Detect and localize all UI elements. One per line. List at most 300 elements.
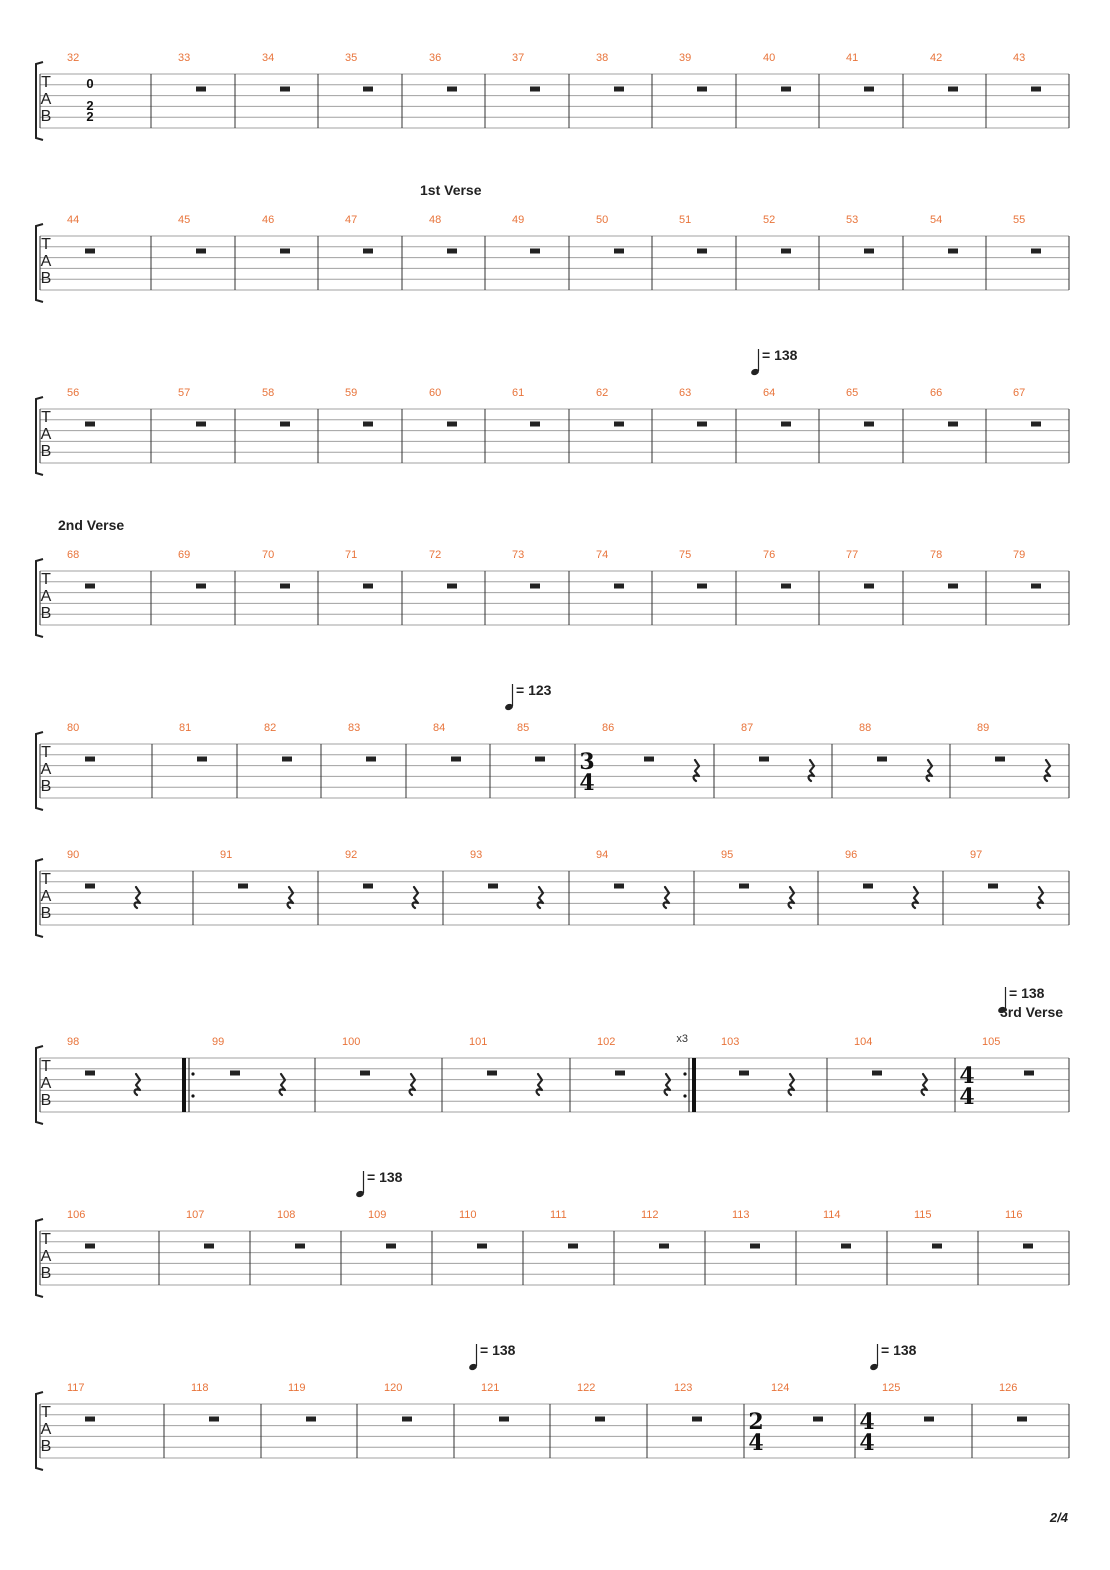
measure-number: 103 — [721, 1036, 740, 1048]
measure — [433, 722, 461, 762]
measure — [823, 1209, 851, 1249]
measure-number: 85 — [517, 722, 530, 734]
measure — [930, 214, 958, 254]
measure-number: 94 — [596, 849, 609, 861]
half-rest — [781, 584, 791, 589]
fret-number: 2 — [86, 109, 94, 124]
measure — [429, 52, 457, 92]
measure-number: 117 — [67, 1382, 85, 1394]
measure — [597, 1033, 696, 1112]
half-rest — [697, 87, 707, 92]
measure-number: 123 — [674, 1382, 693, 1394]
measure — [596, 387, 624, 427]
tab-clef-letter: A — [40, 1248, 52, 1265]
repeat-dot — [683, 1094, 686, 1097]
quarter-rest — [1038, 887, 1043, 908]
measure — [845, 849, 918, 908]
half-rest — [363, 249, 373, 254]
half-rest — [697, 422, 707, 427]
measure — [512, 214, 540, 254]
half-rest — [230, 1071, 240, 1076]
section-label: 1st Verse — [420, 182, 482, 198]
half-rest — [366, 757, 376, 762]
measure-number: 56 — [67, 387, 80, 399]
tempo-marking: = 138 — [367, 1169, 403, 1185]
measure-number: 76 — [763, 549, 776, 561]
tab-clef-letter: T — [41, 74, 51, 91]
time-signature-top: 4 — [859, 1409, 875, 1435]
half-rest — [644, 757, 654, 762]
half-rest — [209, 1417, 219, 1422]
half-rest — [499, 1417, 509, 1422]
half-rest — [488, 884, 498, 889]
measure — [191, 1382, 219, 1422]
half-rest — [615, 1071, 625, 1076]
measure-number: 42 — [930, 52, 943, 64]
tab-clef-letter: T — [41, 871, 51, 888]
measure-number: 116 — [1005, 1209, 1023, 1221]
measure-number: 101 — [469, 1036, 488, 1048]
half-rest — [386, 1244, 396, 1249]
time-signature-top: 4 — [959, 1063, 975, 1089]
measure-number: 86 — [602, 722, 615, 734]
half-rest — [306, 1417, 316, 1422]
tab-clef-letter: B — [40, 1438, 52, 1455]
measure-number: 82 — [264, 722, 277, 734]
measure — [977, 722, 1050, 781]
measure — [846, 549, 874, 589]
time-signature-bottom: 4 — [859, 1430, 875, 1456]
measure — [429, 387, 457, 427]
half-rest — [750, 1244, 760, 1249]
measure — [999, 1382, 1027, 1422]
half-rest — [238, 884, 248, 889]
tab-system — [36, 347, 1069, 475]
measure — [262, 52, 290, 92]
measure-number: 51 — [679, 214, 692, 226]
repeat-count: x3 — [676, 1033, 688, 1045]
measure-number: 67 — [1013, 387, 1026, 399]
measure — [674, 1382, 702, 1422]
quarter-rest — [288, 887, 293, 908]
measure — [854, 1036, 927, 1095]
half-rest — [948, 422, 958, 427]
measure-number: 68 — [67, 549, 80, 561]
measure-number: 112 — [641, 1209, 659, 1221]
half-rest — [759, 757, 769, 762]
measure — [741, 722, 814, 781]
half-rest — [863, 884, 873, 889]
measure-number: 107 — [186, 1209, 205, 1221]
measure — [550, 1209, 578, 1249]
tab-clef-letter: B — [40, 1265, 52, 1282]
measure-number: 104 — [854, 1036, 873, 1048]
measure — [512, 549, 540, 589]
half-rest — [204, 1244, 214, 1249]
measure — [846, 214, 874, 254]
measure — [179, 722, 207, 762]
measure-number: 95 — [721, 849, 734, 861]
measure-number: 70 — [262, 549, 275, 561]
measure — [679, 214, 707, 254]
half-rest — [739, 1071, 749, 1076]
half-rest — [402, 1417, 412, 1422]
measure-number: 44 — [67, 214, 80, 226]
half-rest — [280, 87, 290, 92]
half-rest — [864, 249, 874, 254]
tab-system — [36, 985, 1069, 1124]
half-rest — [85, 422, 95, 427]
measure — [763, 214, 791, 254]
measure — [345, 214, 373, 254]
measure — [914, 1209, 942, 1249]
measure — [264, 722, 292, 762]
measure — [481, 1382, 509, 1422]
quarter-rest — [665, 1074, 670, 1095]
measure — [67, 52, 94, 124]
measure-number: 89 — [977, 722, 990, 734]
tab-clef-letter: B — [40, 778, 52, 795]
half-rest — [697, 584, 707, 589]
half-rest — [739, 884, 749, 889]
measure-number: 59 — [345, 387, 358, 399]
tab-system — [36, 517, 1069, 637]
half-rest — [447, 584, 457, 589]
measure — [732, 1209, 760, 1249]
repeat-dot — [191, 1072, 194, 1075]
tab-clef-letter: B — [40, 1092, 52, 1109]
measure — [579, 722, 699, 796]
measure-number: 125 — [882, 1382, 901, 1394]
half-rest — [196, 422, 206, 427]
half-rest — [487, 1071, 497, 1076]
measure-number: 66 — [930, 387, 943, 399]
measure-number: 114 — [823, 1209, 841, 1221]
measure — [67, 722, 95, 762]
tab-clef-letter: T — [41, 1058, 51, 1075]
measure-number: 113 — [732, 1209, 750, 1221]
measure — [345, 52, 373, 92]
measure — [930, 549, 958, 589]
measure-number: 97 — [970, 849, 983, 861]
tempo-marking: = 123 — [516, 682, 552, 698]
half-rest — [988, 884, 998, 889]
measure-number: 46 — [262, 214, 275, 226]
half-rest — [197, 757, 207, 762]
fret-number: 2 — [86, 98, 94, 113]
measure — [679, 387, 707, 427]
measure — [1013, 214, 1041, 254]
measure — [970, 849, 1043, 908]
quarter-rest — [789, 1074, 794, 1095]
measure-number: 120 — [384, 1382, 403, 1394]
measure-number: 124 — [771, 1382, 790, 1394]
measure-number: 93 — [470, 849, 483, 861]
half-rest — [196, 584, 206, 589]
measure-number: 81 — [179, 722, 192, 734]
tab-clef-letter: B — [40, 443, 52, 460]
measure-number: 106 — [67, 1209, 86, 1221]
tab-clef-letter: A — [40, 888, 52, 905]
tab-clef-letter: A — [40, 1075, 52, 1092]
repeat-dot — [683, 1072, 686, 1075]
measure — [721, 849, 794, 908]
measure-number: 126 — [999, 1382, 1018, 1394]
measure — [1013, 549, 1041, 589]
measure — [512, 52, 540, 92]
half-rest — [568, 1244, 578, 1249]
measure-number: 77 — [846, 549, 859, 561]
measure-number: 71 — [345, 549, 358, 561]
measure — [186, 1209, 214, 1249]
measure-number: 58 — [262, 387, 275, 399]
measure — [288, 1382, 316, 1422]
tab-clef-letter: A — [40, 588, 52, 605]
measure — [1013, 387, 1041, 427]
measure-number: 45 — [178, 214, 191, 226]
quarter-rest — [922, 1074, 927, 1095]
measure-number: 54 — [930, 214, 943, 226]
fret-number: 0 — [86, 76, 94, 91]
tab-system — [36, 1342, 1069, 1470]
measure-number: 41 — [846, 52, 859, 64]
half-rest — [85, 884, 95, 889]
half-rest — [363, 884, 373, 889]
half-rest — [697, 249, 707, 254]
time-signature-top: 2 — [748, 1409, 764, 1435]
half-rest — [282, 757, 292, 762]
measure — [384, 1382, 412, 1422]
measure-number: 96 — [845, 849, 858, 861]
tab-system — [36, 182, 1069, 302]
measure-number: 72 — [429, 549, 442, 561]
quarter-rest — [135, 1074, 140, 1095]
measure-number: 75 — [679, 549, 692, 561]
half-rest — [614, 249, 624, 254]
measure — [577, 1382, 605, 1422]
measure-number: 91 — [220, 849, 233, 861]
measure — [596, 549, 624, 589]
measure-number: 39 — [679, 52, 692, 64]
measure — [846, 52, 874, 92]
half-rest — [1031, 249, 1041, 254]
tab-clef-letter: B — [40, 605, 52, 622]
measure — [345, 549, 373, 589]
measure-number: 40 — [763, 52, 776, 64]
measure-number: 79 — [1013, 549, 1026, 561]
half-rest — [864, 584, 874, 589]
measure-number: 110 — [459, 1209, 477, 1221]
measure-number: 90 — [67, 849, 80, 861]
measure — [429, 549, 457, 589]
measure — [459, 1209, 487, 1249]
repeat-dot — [191, 1094, 194, 1097]
measure-number: 98 — [67, 1036, 80, 1048]
measure-number: 111 — [550, 1209, 567, 1221]
measure — [67, 214, 95, 254]
half-rest — [781, 249, 791, 254]
measure — [67, 549, 95, 589]
measure — [470, 849, 543, 908]
half-rest — [781, 422, 791, 427]
half-rest — [948, 584, 958, 589]
measure — [67, 1036, 140, 1095]
measure — [67, 849, 140, 908]
measure-number: 64 — [763, 387, 776, 399]
half-rest — [614, 87, 624, 92]
half-rest — [948, 249, 958, 254]
measure — [262, 549, 290, 589]
measure — [1013, 52, 1041, 92]
measure-number: 57 — [178, 387, 191, 399]
measure — [679, 549, 707, 589]
half-rest — [363, 87, 373, 92]
half-rest — [781, 87, 791, 92]
measure-number: 63 — [679, 387, 692, 399]
half-rest — [864, 422, 874, 427]
half-rest — [477, 1244, 487, 1249]
measure-number: 32 — [67, 52, 80, 64]
measure-number: 47 — [345, 214, 358, 226]
half-rest — [196, 87, 206, 92]
measure — [721, 1036, 794, 1095]
measure-number: 88 — [859, 722, 872, 734]
time-signature-bottom: 4 — [959, 1084, 975, 1110]
measure-number: 115 — [914, 1209, 932, 1221]
tab-clef-letter: B — [40, 108, 52, 125]
half-rest — [447, 87, 457, 92]
quarter-rest — [537, 1074, 542, 1095]
tab-clef-letter: T — [41, 744, 51, 761]
half-rest — [280, 584, 290, 589]
measure-number: 35 — [345, 52, 358, 64]
half-rest — [280, 422, 290, 427]
half-rest — [924, 1417, 934, 1422]
measure — [262, 387, 290, 427]
measure — [469, 1036, 542, 1095]
measure-number: 52 — [763, 214, 776, 226]
half-rest — [530, 87, 540, 92]
half-rest — [530, 584, 540, 589]
time-signature-bottom: 4 — [748, 1430, 764, 1456]
measure-number: 34 — [262, 52, 275, 64]
half-rest — [85, 584, 95, 589]
measure — [959, 1036, 1034, 1110]
measure — [859, 1382, 934, 1456]
quarter-rest — [913, 887, 918, 908]
time-signature-bottom: 4 — [579, 770, 595, 796]
measure-number: 43 — [1013, 52, 1026, 64]
measure-number: 108 — [277, 1209, 296, 1221]
quarter-rest — [135, 887, 140, 908]
measure-number: 122 — [577, 1382, 596, 1394]
measure — [517, 722, 545, 762]
half-rest — [872, 1071, 882, 1076]
measure — [763, 52, 791, 92]
half-rest — [1017, 1417, 1027, 1422]
measure-number: 99 — [212, 1036, 225, 1048]
measure-number: 100 — [342, 1036, 361, 1048]
measure — [596, 849, 669, 908]
measure — [512, 387, 540, 427]
measure — [763, 549, 791, 589]
measure-number: 65 — [846, 387, 859, 399]
measure — [859, 722, 932, 781]
half-rest — [864, 87, 874, 92]
tab-clef-letter: T — [41, 409, 51, 426]
quarter-rest — [410, 1074, 415, 1095]
half-rest — [280, 249, 290, 254]
measure — [596, 214, 624, 254]
measure-number: 37 — [512, 52, 525, 64]
measure-number: 61 — [512, 387, 525, 399]
half-rest — [530, 422, 540, 427]
half-rest — [995, 757, 1005, 762]
measure — [345, 387, 373, 427]
measure-number: 38 — [596, 52, 609, 64]
half-rest — [196, 249, 206, 254]
half-rest — [530, 249, 540, 254]
tab-system — [36, 849, 1069, 937]
half-rest — [1031, 87, 1041, 92]
half-rest — [447, 249, 457, 254]
measure-number: 73 — [512, 549, 525, 561]
quarter-rest — [1045, 760, 1050, 781]
half-rest — [1024, 1071, 1034, 1076]
measure-number: 102 — [597, 1036, 616, 1048]
section-label: 3rd Verse — [1000, 1004, 1064, 1020]
half-rest — [1031, 422, 1041, 427]
measure-number: 53 — [846, 214, 859, 226]
measure-number: 84 — [433, 722, 446, 734]
tempo-marking: = 138 — [1009, 985, 1045, 1001]
half-rest — [813, 1417, 823, 1422]
half-rest — [692, 1417, 702, 1422]
section-label: 2nd Verse — [58, 517, 125, 533]
half-rest — [614, 422, 624, 427]
measure — [67, 1382, 95, 1422]
measure — [178, 52, 206, 92]
measure-number: 87 — [741, 722, 754, 734]
measure-number: 118 — [191, 1382, 209, 1394]
measure-number: 92 — [345, 849, 358, 861]
half-rest — [535, 757, 545, 762]
half-rest — [614, 584, 624, 589]
quarter-rest — [413, 887, 418, 908]
measure — [368, 1209, 396, 1249]
measure-number: 60 — [429, 387, 442, 399]
tab-system — [36, 52, 1069, 140]
measure-number: 62 — [596, 387, 609, 399]
tab-clef-letter: A — [40, 91, 52, 108]
tab-clef-letter: T — [41, 571, 51, 588]
measure-number: 121 — [481, 1382, 500, 1394]
half-rest — [447, 422, 457, 427]
measure — [182, 1036, 285, 1112]
measure — [429, 214, 457, 254]
repeat-end-thick-bar — [692, 1058, 696, 1112]
half-rest — [451, 757, 461, 762]
quarter-rest — [927, 760, 932, 781]
tab-clef-letter: T — [41, 236, 51, 253]
measure — [748, 1382, 823, 1456]
measure — [178, 549, 206, 589]
measure — [846, 387, 874, 427]
quarter-rest — [664, 887, 669, 908]
measure-number: 105 — [982, 1036, 1001, 1048]
measure — [262, 214, 290, 254]
measure — [178, 214, 206, 254]
